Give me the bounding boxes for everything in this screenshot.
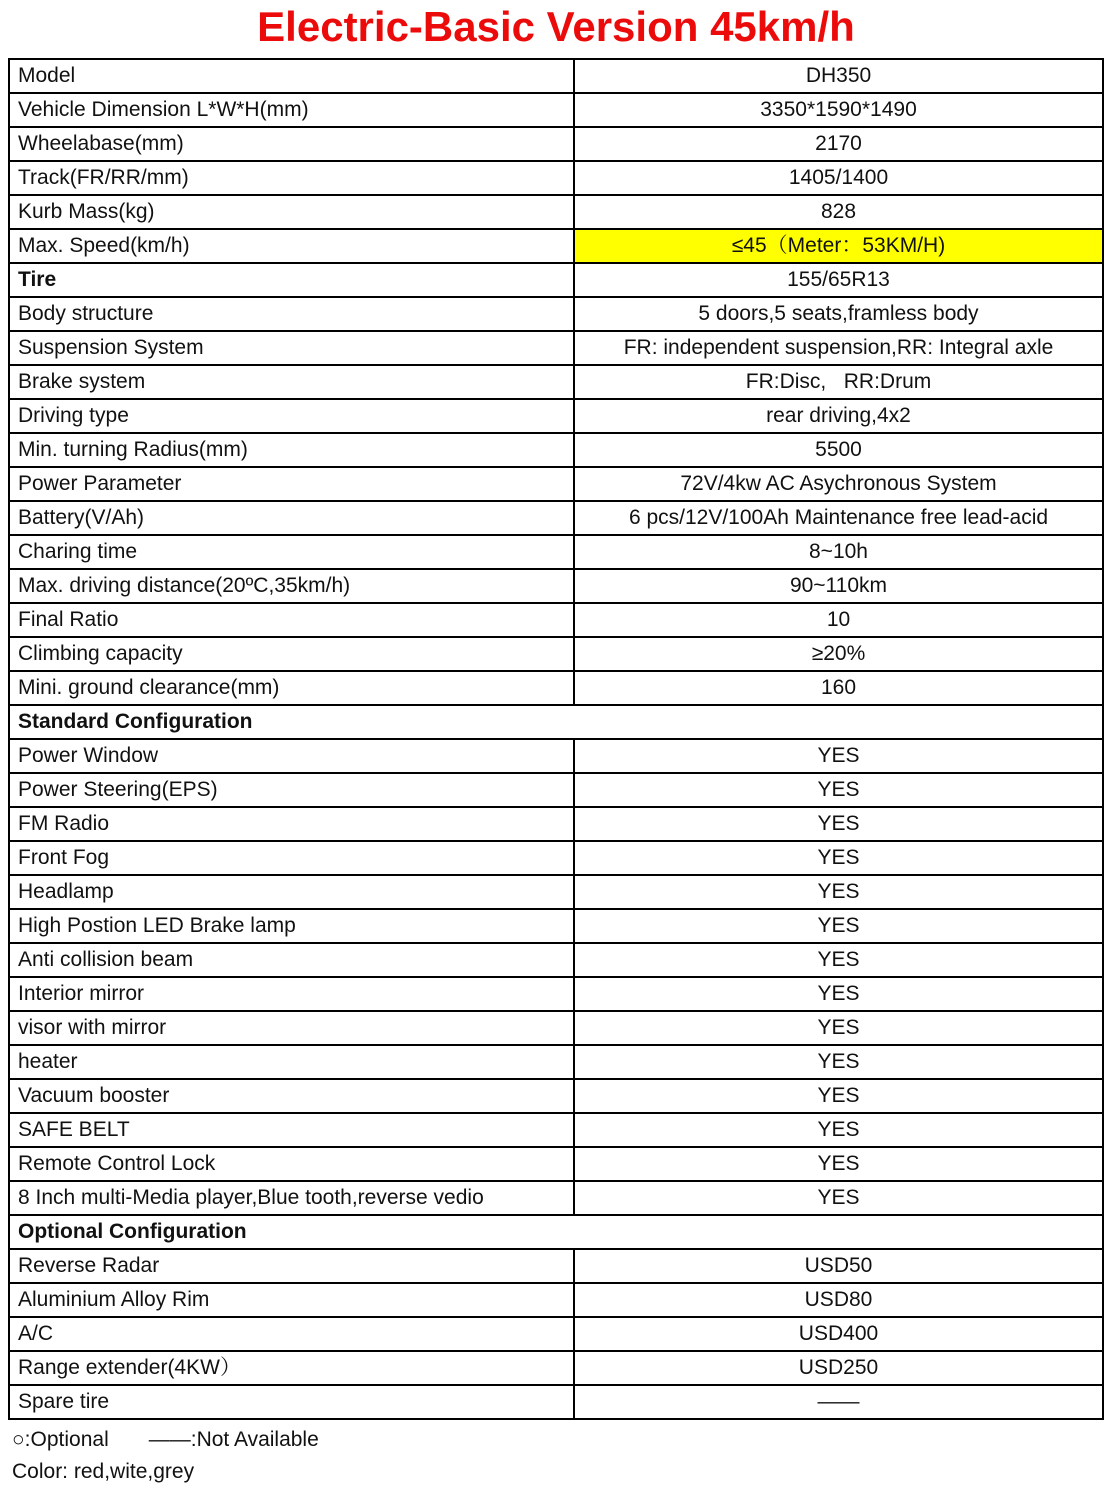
table-row	[9, 263, 1103, 297]
spec-label: heater	[9, 1045, 574, 1079]
table-row	[9, 1249, 1103, 1283]
table-row	[9, 1079, 1103, 1113]
spec-value: YES	[574, 1113, 1103, 1147]
legend-optional: ○:Optional	[12, 1428, 109, 1452]
spec-value: 10	[574, 603, 1103, 637]
spec-label: Front Fog	[9, 841, 574, 875]
table-row	[9, 501, 1103, 535]
page-title: Electric-Basic Version 45km/h	[257, 3, 855, 50]
spec-value: YES	[574, 909, 1103, 943]
spec-value: YES	[574, 1181, 1103, 1215]
spec-value: YES	[574, 977, 1103, 1011]
table-row	[9, 807, 1103, 841]
table-row	[9, 569, 1103, 603]
spec-value: USD50	[574, 1249, 1103, 1283]
spec-label: Tire	[9, 263, 574, 297]
table-row	[9, 331, 1103, 365]
spec-value: YES	[574, 739, 1103, 773]
table-row	[9, 671, 1103, 705]
spec-label: Mini. ground clearance(mm)	[9, 671, 574, 705]
table-row	[9, 399, 1103, 433]
spec-label: visor with mirror	[9, 1011, 574, 1045]
spec-label: Max. driving distance(20ºC,35km/h)	[9, 569, 574, 603]
spec-label: Power Window	[9, 739, 574, 773]
spec-value: 5500	[574, 433, 1103, 467]
spec-label: Battery(V/Ah)	[9, 501, 574, 535]
spec-label: Headlamp	[9, 875, 574, 909]
table-row	[9, 977, 1103, 1011]
spec-value: 90~110km	[574, 569, 1103, 603]
table-row	[9, 1385, 1103, 1419]
spec-value: YES	[574, 773, 1103, 807]
spec-value: DH350	[574, 59, 1103, 93]
table-row	[9, 603, 1103, 637]
spec-table-body	[9, 59, 1103, 1419]
table-row	[9, 365, 1103, 399]
spec-label: Wheelabase(mm)	[9, 127, 574, 161]
spec-label: Min. turning Radius(mm)	[9, 433, 574, 467]
spec-label: Body structure	[9, 297, 574, 331]
table-row	[9, 1181, 1103, 1215]
spec-label: Aluminium Alloy Rim	[9, 1283, 574, 1317]
table-row	[9, 229, 1103, 263]
table-row	[9, 637, 1103, 671]
footer-notes	[12, 1424, 1104, 1487]
spec-label: Range extender(4KW）	[9, 1351, 574, 1385]
table-row	[9, 875, 1103, 909]
spec-value: ——	[574, 1385, 1103, 1419]
spec-label: Vacuum booster	[9, 1079, 574, 1113]
table-row	[9, 943, 1103, 977]
spec-table	[8, 58, 1104, 1420]
spec-value: YES	[574, 875, 1103, 909]
spec-value: USD250	[574, 1351, 1103, 1385]
section-row	[9, 1215, 1103, 1249]
spec-label: Charing time	[9, 535, 574, 569]
table-row	[9, 297, 1103, 331]
spec-value: YES	[574, 1011, 1103, 1045]
spec-value: 828	[574, 195, 1103, 229]
spec-value: 6 pcs/12V/100Ah Maintenance free lead-acid	[574, 501, 1103, 535]
spec-label: Power Steering(EPS)	[9, 773, 574, 807]
spec-label: Spare tire	[9, 1385, 574, 1419]
spec-label: Anti collision beam	[9, 943, 574, 977]
spec-value: YES	[574, 1045, 1103, 1079]
table-row	[9, 1113, 1103, 1147]
spec-label: FM Radio	[9, 807, 574, 841]
spec-label: Track(FR/RR/mm)	[9, 161, 574, 195]
spec-value: 5 doors,5 seats,framless body	[574, 297, 1103, 331]
table-row	[9, 93, 1103, 127]
spec-label: Power Parameter	[9, 467, 574, 501]
spec-label: Interior mirror	[9, 977, 574, 1011]
section-row	[9, 705, 1103, 739]
spec-value: 155/65R13	[574, 263, 1103, 297]
table-row	[9, 1317, 1103, 1351]
spec-label: Max. Speed(km/h)	[9, 229, 574, 263]
spec-value: 160	[574, 671, 1103, 705]
section-header: Standard Configuration	[9, 705, 1103, 739]
spec-value: YES	[574, 807, 1103, 841]
spec-value: USD400	[574, 1317, 1103, 1351]
spec-value: YES	[574, 1147, 1103, 1181]
spec-label: SAFE BELT	[9, 1113, 574, 1147]
legend-not-available: ——:Not Available	[148, 1428, 319, 1452]
spec-label: Model	[9, 59, 574, 93]
spec-label: High Postion LED Brake lamp	[9, 909, 574, 943]
table-row	[9, 1283, 1103, 1317]
spec-label: Reverse Radar	[9, 1249, 574, 1283]
spec-label: Driving type	[9, 399, 574, 433]
spec-label: Brake system	[9, 365, 574, 399]
spec-label: 8 Inch multi-Media player,Blue tooth,reverse vedio	[9, 1181, 574, 1215]
table-row	[9, 161, 1103, 195]
spec-value: 72V/4kw AC Asychronous System	[574, 467, 1103, 501]
spec-value: 3350*1590*1490	[574, 93, 1103, 127]
spec-value-highlighted: ≤45（Meter：53KM/H)	[574, 229, 1103, 263]
table-row	[9, 739, 1103, 773]
spec-label: Suspension System	[9, 331, 574, 365]
spec-label: Kurb Mass(kg)	[9, 195, 574, 229]
table-row	[9, 535, 1103, 569]
table-row	[9, 773, 1103, 807]
spec-value: 8~10h	[574, 535, 1103, 569]
table-row	[9, 1045, 1103, 1079]
table-row	[9, 467, 1103, 501]
spec-value: rear driving,4x2	[574, 399, 1103, 433]
table-row	[9, 1011, 1103, 1045]
spec-label: Remote Control Lock	[9, 1147, 574, 1181]
spec-value: FR: independent suspension,RR: Integral axle	[574, 331, 1103, 365]
spec-value: 2170	[574, 127, 1103, 161]
spec-value: 1405/1400	[574, 161, 1103, 195]
table-row	[9, 1147, 1103, 1181]
spec-label: Vehicle Dimension L*W*H(mm)	[9, 93, 574, 127]
spec-value: YES	[574, 1079, 1103, 1113]
spec-label: Final Ratio	[9, 603, 574, 637]
table-row	[9, 1351, 1103, 1385]
spec-value: YES	[574, 841, 1103, 875]
spec-label: A/C	[9, 1317, 574, 1351]
table-row	[9, 195, 1103, 229]
table-row	[9, 433, 1103, 467]
spec-value: YES	[574, 943, 1103, 977]
spec-value: FR:Disc, RR:Drum	[574, 365, 1103, 399]
table-row	[9, 127, 1103, 161]
table-row	[9, 59, 1103, 93]
spec-value: USD80	[574, 1283, 1103, 1317]
section-header: Optional Configuration	[9, 1215, 1103, 1249]
spec-label: Climbing capacity	[9, 637, 574, 671]
spec-value: ≥20%	[574, 637, 1103, 671]
color-note: Color: red,wite,grey	[12, 1459, 195, 1483]
table-row	[9, 841, 1103, 875]
table-row	[9, 909, 1103, 943]
legend-line	[12, 1424, 1104, 1456]
